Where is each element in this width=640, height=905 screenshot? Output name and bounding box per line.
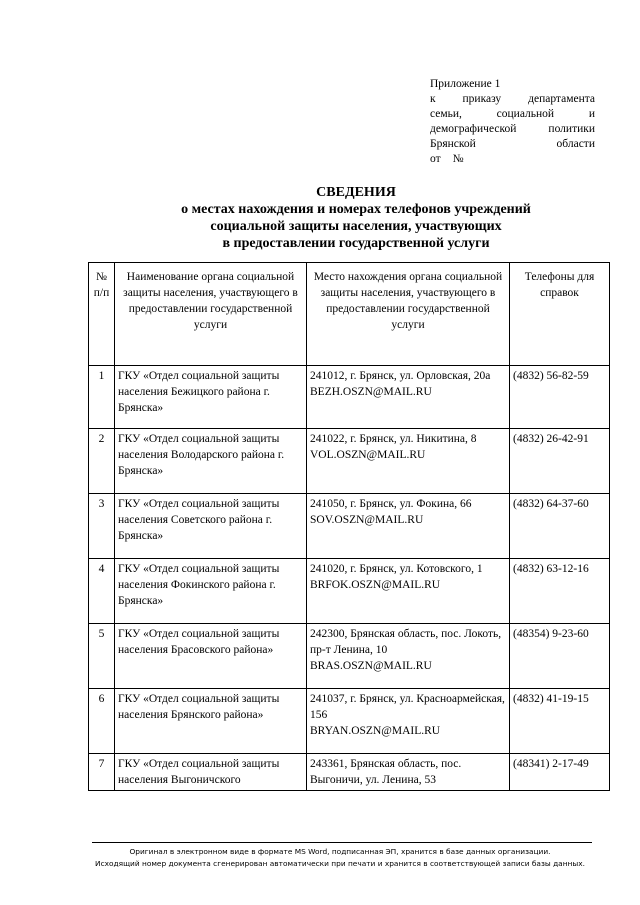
footer-line: Оригинал в электронном виде в формате MS Word, подписанная ЭП, хранится в базе данных организации. [129, 847, 551, 856]
appendix-line-6 [430, 152, 595, 167]
row-address: 241012, г. Брянск, ул. Орловская, 20а [310, 370, 491, 382]
row-address: 241020, г. Брянск, ул. Котовского, 1 [310, 563, 483, 575]
appendix-line-1 [430, 77, 595, 92]
table-row [89, 754, 610, 791]
row-name: ГКУ «Отдел социальной защиты населения Бежицкого района г. Брянска» [115, 366, 307, 429]
row-phone: (48341) 2-17-49 [510, 754, 610, 791]
row-address: 243361, Брянская область, пос. Выгоничи, ул. Ленина, 53 [310, 758, 462, 786]
table-row [89, 624, 610, 689]
header-num: № п/п [89, 263, 115, 366]
row-phone: (4832) 26-42-91 [510, 429, 610, 494]
row-phone: (4832) 64-37-60 [510, 494, 610, 559]
appendix-word: политики [548, 123, 595, 135]
table-row [89, 429, 610, 494]
title-line: СВЕДЕНИЯ [316, 185, 396, 200]
row-name: ГКУ «Отдел социальной защиты населения Володарского района г. Брянска» [115, 429, 307, 494]
appendix-word: от [430, 153, 441, 165]
row-location [307, 624, 510, 689]
appendix-line-3 [430, 107, 595, 122]
row-email: BRAS.OSZN@MAIL.RU [310, 660, 432, 672]
header-phone: Телефоны для справок [510, 263, 610, 366]
row-name: ГКУ «Отдел социальной защиты населения Советского района г. Брянска» [115, 494, 307, 559]
row-location [307, 366, 510, 429]
appendix-word: семьи, [430, 108, 462, 120]
row-num: 3 [89, 494, 115, 559]
appendix-word: области [556, 138, 595, 150]
header-name: Наименование органа социальной защиты населения, участвующего в предоставлении государственной услуги [115, 263, 307, 366]
row-email: BRYAN.OSZN@MAIL.RU [310, 725, 441, 737]
row-num: 6 [89, 689, 115, 754]
footer-note [80, 846, 600, 870]
row-name: ГКУ «Отдел социальной защиты населения Фокинского района г. Брянска» [115, 559, 307, 624]
title-line: о местах нахождения и номерах телефонов учреждений [181, 202, 531, 217]
appendix-title: Приложение 1 [430, 78, 501, 90]
appendix-word: и [588, 108, 595, 120]
header-location: Место нахождения органа социальной защиты населения, участвующего в предоставлении государственной услуги [307, 263, 510, 366]
row-address: 242300, Брянская область, пос. Локоть, пр-т Ленина, 10 [310, 628, 502, 656]
row-email: BEZH.OSZN@MAIL.RU [310, 386, 432, 398]
table-row [89, 366, 610, 429]
row-phone: (4832) 41-19-15 [510, 689, 610, 754]
appendix-word: департамента [528, 93, 595, 105]
document-title [100, 184, 612, 252]
footer-line: Исходящий номер документа сгенерирован автоматически при печати и хранится в соответствующей записи базы данных. [95, 859, 585, 868]
row-phone: (4832) 63-12-16 [510, 559, 610, 624]
appendix-word: демографической [430, 123, 517, 135]
row-location [307, 754, 510, 791]
row-name: ГКУ «Отдел социальной защиты населения Брянского района» [115, 689, 307, 754]
row-location [307, 559, 510, 624]
row-email: BRFOK.OSZN@MAIL.RU [310, 579, 441, 591]
table-row [89, 494, 610, 559]
row-email: SOV.OSZN@MAIL.RU [310, 514, 424, 526]
row-num: 2 [89, 429, 115, 494]
row-name: ГКУ «Отдел социальной защиты населения Выгоничского [115, 754, 307, 791]
appendix-line-2 [430, 92, 595, 107]
row-location [307, 494, 510, 559]
row-num: 4 [89, 559, 115, 624]
row-num: 5 [89, 624, 115, 689]
row-num: 1 [89, 366, 115, 429]
appendix-line-4 [430, 122, 595, 137]
appendix-block [430, 77, 595, 167]
title-line: социальной защиты населения, участвующих [210, 219, 502, 234]
row-phone: (4832) 56-82-59 [510, 366, 610, 429]
title-line: в предоставлении государственной услуги [222, 236, 490, 251]
appendix-word: социальной [496, 108, 555, 120]
row-location [307, 429, 510, 494]
appendix-word: к [430, 93, 436, 105]
row-phone: (48354) 9-23-60 [510, 624, 610, 689]
row-address: 241022, г. Брянск, ул. Никитина, 8 [310, 433, 477, 445]
row-address: 241037, г. Брянск, ул. Красноармейская, 156 [310, 693, 505, 721]
table-header-row [89, 263, 610, 366]
table-row [89, 559, 610, 624]
row-email: VOL.OSZN@MAIL.RU [310, 449, 426, 461]
appendix-word: Брянской [430, 138, 476, 150]
footer-divider [92, 842, 592, 843]
row-location [307, 689, 510, 754]
institutions-table [88, 262, 610, 791]
row-address: 241050, г. Брянск, ул. Фокина, 66 [310, 498, 472, 510]
appendix-word: приказу [462, 93, 502, 105]
row-num: 7 [89, 754, 115, 791]
table-row [89, 689, 610, 754]
appendix-word: № [452, 153, 464, 165]
appendix-line-5 [430, 137, 595, 152]
row-name: ГКУ «Отдел социальной защиты населения Брасовского района» [115, 624, 307, 689]
